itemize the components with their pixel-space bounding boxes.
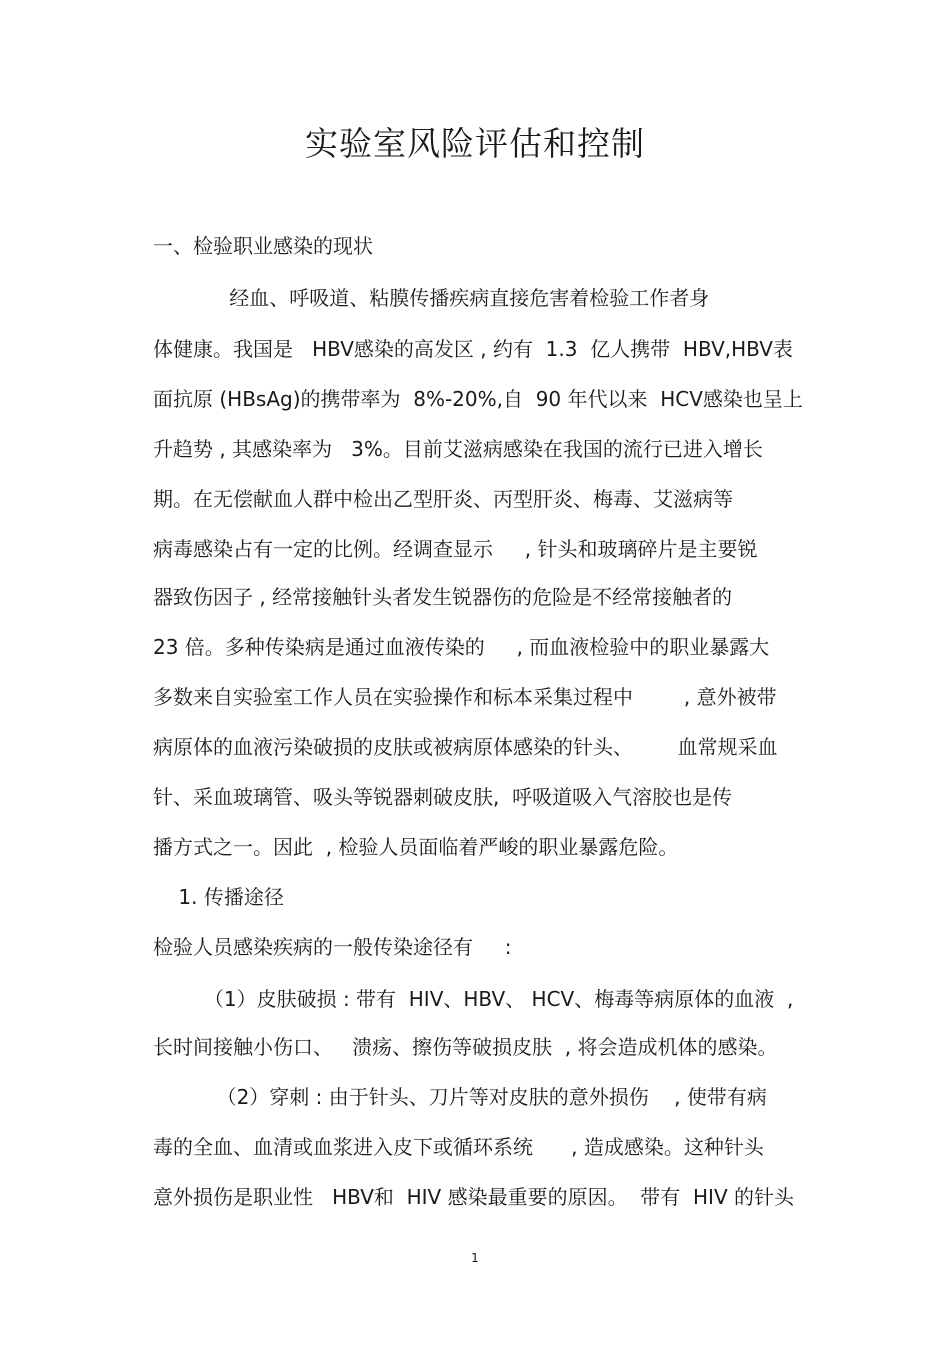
paragraph-line: 针、采血玻璃管、吸头等锐器刺破皮肤, 呼吸道吸入气溶胶也是传 bbox=[153, 785, 733, 809]
list-item-line: 意外损伤是职业性 HBV和 HIV 感染最重要的原因。 带有 HIV 的针头 bbox=[153, 1185, 794, 1209]
paragraph-line: 体健康。我国是 HBV感染的高发区 , 约有 1.3 亿人携带 HBV,HBV表 bbox=[153, 337, 793, 361]
paragraph-line: 多数来自实验室工作人员在实验操作和标本采集过程中 , 意外被带 bbox=[153, 685, 777, 709]
paragraph-line: 经血、呼吸道、粘膜传播疾病直接危害着检验工作者身 bbox=[153, 286, 710, 310]
paragraph-line: 升趋势 , 其感染率为 3%。目前艾滋病感染在我国的流行已进入增长 bbox=[153, 437, 763, 461]
intro-line: 检验人员感染疾病的一般传染途径有 : bbox=[153, 935, 512, 959]
paragraph-line: 期。在无偿献血人群中检出乙型肝炎、丙型肝炎、梅毒、艾滋病等 bbox=[153, 487, 733, 511]
paragraph-line: 病毒感染占有一定的比例。经调查显示 , 针头和玻璃碎片是主要锐 bbox=[153, 537, 758, 561]
paragraph-line: 病原体的血液污染破损的皮肤或被病原体感染的针头、 血常规采血 bbox=[153, 735, 778, 759]
subheading: 1. 传播途径 bbox=[153, 885, 284, 909]
list-item-line: 毒的全血、血清或血浆进入皮下或循环系统 , 造成感染。这种针头 bbox=[153, 1135, 764, 1159]
page-number: 1 bbox=[471, 1251, 479, 1265]
paragraph-line: 器致伤因子 , 经常接触针头者发生锐器伤的危险是不经常接触者的 bbox=[153, 585, 733, 609]
list-item-line: 长时间接触小伤口、 溃疡、擦伤等破损皮肤 , 将会造成机体的感染。 bbox=[153, 1035, 778, 1059]
list-item-line: （1）皮肤破损 : 带有 HIV、HBV、 HCV、梅毒等病原体的血液 , bbox=[153, 987, 794, 1011]
document-title: 实验室风险评估和控制 bbox=[305, 124, 645, 163]
paragraph-line: 23 倍。多种传染病是通过血液传染的 , 而血液检验中的职业暴露大 bbox=[153, 635, 770, 659]
paragraph-line: 播方式之一。因此 , 检验人员面临着严峻的职业暴露危险。 bbox=[153, 835, 679, 859]
list-item-line: （2）穿刺 : 由于针头、刀片等对皮肤的意外损伤 , 使带有病 bbox=[153, 1085, 767, 1109]
paragraph-line: 面抗原 (HBsAg)的携带率为 8%-20%,自 90 年代以来 HCV感染也呈上 bbox=[153, 387, 803, 411]
section-heading: 一、检验职业感染的现状 bbox=[153, 234, 373, 258]
